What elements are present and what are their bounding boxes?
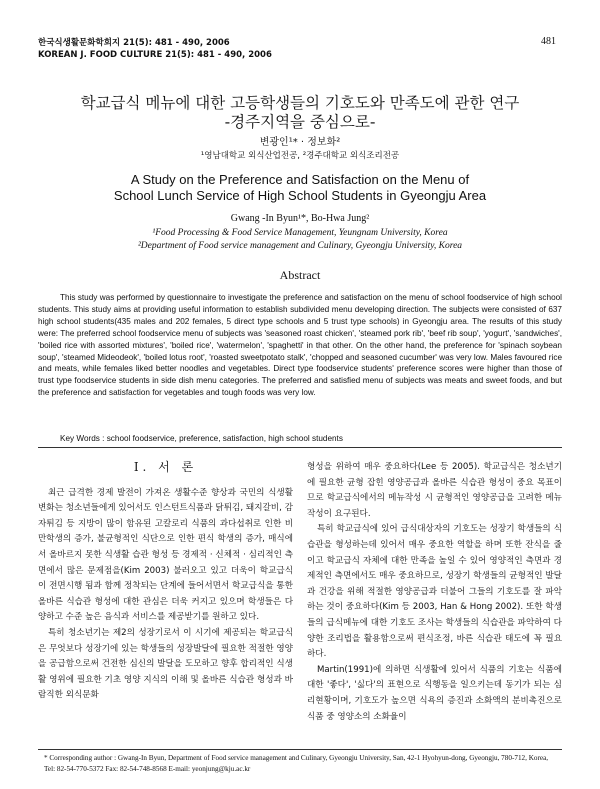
journal-name-en: KOREAN J. FOOD CULTURE 21(5): 481 - 490, 2006 [38, 50, 272, 60]
footnote-divider [38, 749, 562, 750]
column-right [307, 460, 562, 725]
authors-en: Gwang -In Byun¹*, Bo-Hwa Jung² [230, 213, 370, 224]
title-en-line2: School Lunch Service of High School Students in Gyeongju Area [113, 188, 487, 203]
keywords: Key Words : school foodservice, preference, satisfaction, high school students [60, 434, 343, 443]
paragraph: 최근 급격한 경제 발전이 가져온 생활수준 향상과 국민의 식생활 변화는 청소년들에게 있어서도 인스턴트식품과 닭튀김, 돼지갈비, 감자튀김 등 지방이 많이 함유된 고칼로리 식품의 과다섭취로 인한 비만학생의 증가, 불균형적인 식단으로 인한 편식 학생의 증가, 매식에서 올바르지 못한 식생활 습관 형성 등 경제적 · 신체적 · 심리적인 측면에서 많은 문제점을(Kim 2003) 불러오고 있고 더욱이 학교급식이 전면시행 됨과 함께 정착되는 단계에 들어서면서 학교급식을 통한 올바른 식습관 형성에 대한 관심은 더욱 커지고 있으며 학생들은 다양하고 수준 높은 음식과 서비스를 제공받기를 원하고 있다. [38, 487, 293, 623]
paragraph: 형성을 위하여 매우 중요하다(Lee 등 2005). 학교급식은 청소년기에 필요한 균형 잡힌 영양공급과 올바른 식습관 형성이 중요 목표이므로 학교급식에서의 메뉴작성 시 균형적인 영양공급을 고려한 메뉴작성이 요구된다. [307, 462, 562, 519]
abstract-body [38, 292, 562, 399]
divider [38, 447, 562, 448]
journal-header [38, 37, 272, 61]
affiliation-en-1: ¹Food Processing & Food Service Management, Yeungnam University, Korea [152, 228, 448, 238]
title-block-en [0, 172, 600, 204]
title-ko: 학교급식 메뉴에 대한 고등학생들의 기호도와 만족도에 관한 연구 [80, 94, 520, 112]
affiliation-en-2: ²Department of Food service management and Culinary, Gyeongju University, Korea [137, 241, 463, 251]
title-block-ko [0, 94, 600, 132]
subtitle-ko: -경주지역을 중심으로- [224, 113, 376, 131]
abstract-text: This study was performed by questionnaire to investigate the preference and satisfaction on the menu of school foodservice of high school students. This study aims at providing useful information to establish subdivided menu developing direction. The subjects were consisted of 637 high school students(435 males and 202 females, 5 direct type schools and 5 trust type schools) in Gyeongju area. The results of this study were: The preferred school foodservice menu of subjects was 'seasoned roast chicken', 'steamed pork rib', 'beef rib soup', 'yogurt', 'sandwiches', 'boiled rice with assorted mixtures', 'boiled rice', 'watermelon', 'spaghetti' in that other. On the other hand, the preference for 'spinach soybean soup', 'steamed Mideodeok', 'boiled lotus root', 'roasted sweetpotato stalk', 'chopped and seasoned cucumber' was very low. Males favoured rice and meats, while females liked better noodles and vegetables. Direct type foodservice students' preference scores were higher than those of trust type foodservice students in side dish menu categories. The preferred and satisfied menu of subjects was meats and sweet foods, and but the preference and satisfaction for vegetables and tough foods was very low. [38, 293, 562, 398]
section-heading: Ⅰ. 서 론 [133, 460, 198, 474]
title-en-line1: A Study on the Preference and Satisfaction on the Menu of [130, 172, 470, 187]
authors-ko: 변광인¹* · 정보화² [259, 137, 341, 148]
abstract-heading: Abstract [279, 268, 321, 282]
paragraph: 특히 청소년기는 제2의 성장기로서 이 시기에 제공되는 학교급식은 무엇보다 성장기에 있는 학생들의 성장발달에 필요한 적절한 영양을 공급함으로써 건전한 심신의 발달을 도모하고 향후 합리적인 식생활 영위에 필요한 기초 영양 지식의 이해 및 올바른 식습관 형성과 바람직한 외식문화 [38, 627, 293, 701]
paragraph: 특히 학교급식에 있어 급식대상자의 기호도는 성장기 학생들의 식습관을 형성하는데 있어서 매우 중요한 역할을 하며 또한 잔식을 줄이고 학교급식 자체에 대한 만족을 높일 수 있어 영양적인 측면과 경제적인 측면에서도 매우 중요하므로, 성장기 학생들의 균형적인 발달과 건강을 위해 적절한 영양공급과 더불어 그들의 기호도를 잘 파악하는 것이 중요하다(Kim 등 2003, Han & Hong 2002). 또한 학생들의 급식메뉴에 대한 기호도 조사는 학생들의 식습관을 파악하여 다양한 조리법을 활용함으로써 편식조정, 바른 식습관 태도에 꼭 필요하다. [307, 524, 562, 660]
paragraph: Martin(1991)에 의하면 식생활에 있어서 식품의 기호는 식품에 대한 '좋다', '싫다'의 표현으로 식행동을 일으키는데 동기가 되는 심리현황이며, 기호도가 높으면 식욕의 증진과 소화액의 분비촉진으로 식품 중 영양소의 소화율이 [307, 664, 562, 722]
affiliations-en [0, 227, 600, 253]
affiliations-ko: ¹영남대학교 외식산업전공, ²경주대학교 외식조리전공 [200, 151, 400, 161]
journal-name-ko: 한국식생활문화학회지 21(5): 481 - 490, 2006 [38, 38, 230, 48]
column-left [38, 460, 293, 704]
footnote: * Corresponding author : Gwang-In Byun, Department of Food service management and Culinary, Gyeongju University, San, 42-1 Hyohyun-dong, Gyeongju, 780-712, Korea, Tel: 82-54-770-5372 Fax: 82-54-748-8568 E-mail: yeonjung@kju.ac.kr [44, 754, 549, 773]
page-number: 481 [541, 36, 556, 47]
